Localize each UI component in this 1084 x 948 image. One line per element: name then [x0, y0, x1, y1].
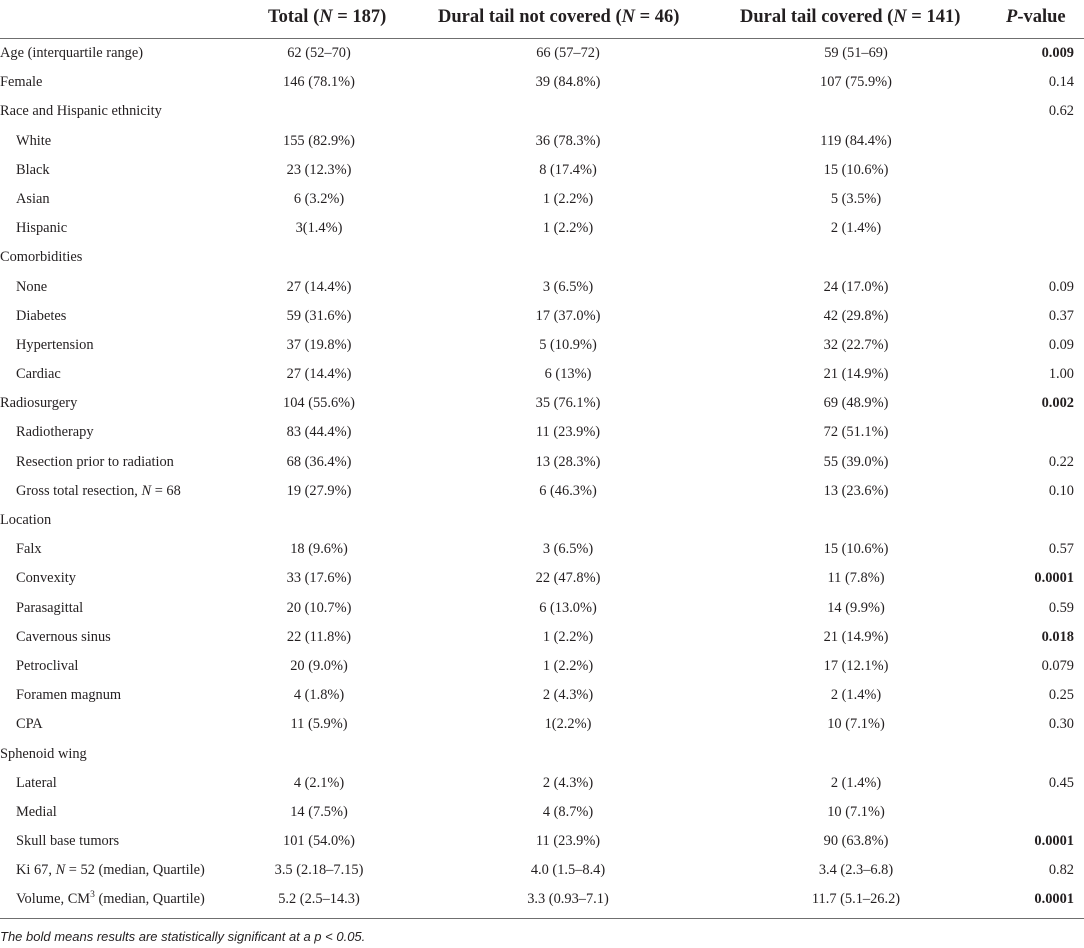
table-row — [0, 681, 1084, 710]
cell-total: 83 (44.4%) — [286, 424, 352, 441]
cell-not-covered: 6 (46.3%) — [539, 482, 597, 499]
cell-p-value: 0.14 — [1048, 74, 1074, 91]
cell-not-covered: 2 (4.3%) — [542, 774, 594, 791]
cell-not-covered: 6 (13%) — [544, 366, 592, 383]
header-not-covered: Dural tail not covered (N = 46) — [438, 7, 680, 27]
table-row — [0, 885, 1084, 914]
table-row — [0, 448, 1084, 477]
cell-total: 14 (7.5%) — [290, 803, 348, 820]
cell-total: 3(1.4%) — [295, 220, 343, 237]
table-row — [0, 827, 1084, 856]
cell-covered: 11.7 (5.1–26.2) — [811, 891, 901, 908]
table-row — [0, 535, 1084, 564]
cell-covered: 11 (7.8%) — [827, 570, 885, 587]
table-row — [0, 564, 1084, 593]
table-body — [0, 39, 1084, 915]
cell-covered: 72 (51.1%) — [823, 424, 889, 441]
table-row — [0, 623, 1084, 652]
row-label: Gross total resection, N = 68 — [16, 482, 181, 499]
cell-covered: 3.4 (2.3–6.8) — [818, 862, 894, 879]
table-row — [0, 389, 1084, 418]
cell-not-covered: 1(2.2%) — [544, 716, 592, 733]
row-label: Cardiac — [16, 366, 61, 383]
cell-not-covered: 3 (6.5%) — [542, 541, 594, 558]
cell-total: 27 (14.4%) — [286, 278, 352, 295]
cell-total: 4 (1.8%) — [293, 687, 345, 704]
cell-p-value: 0.57 — [1048, 541, 1074, 558]
cell-p-value: 0.10 — [1048, 482, 1074, 499]
table-row — [0, 214, 1084, 243]
cell-p-value: 0.59 — [1048, 599, 1074, 616]
row-label: Black — [16, 161, 50, 178]
cell-total: 101 (54.0%) — [283, 833, 355, 850]
cell-not-covered: 39 (84.8%) — [535, 74, 601, 91]
cell-covered: 17 (12.1%) — [823, 657, 889, 674]
table-row — [0, 39, 1084, 68]
cell-not-covered: 6 (13.0%) — [539, 599, 597, 616]
table-row — [0, 740, 1084, 769]
cell-not-covered: 11 (23.9%) — [535, 833, 601, 850]
cell-not-covered: 66 (57–72) — [536, 45, 600, 61]
cell-not-covered: 22 (47.8%) — [535, 570, 601, 587]
row-label: Radiosurgery — [0, 395, 78, 412]
cell-not-covered: 8 (17.4%) — [539, 161, 597, 178]
row-label: Parasagittal — [16, 599, 84, 616]
table-footnote: The bold means results are statistically significant at a p < 0.05. — [0, 929, 366, 944]
cell-total: 20 (9.0%) — [290, 657, 348, 674]
cell-total: 22 (11.8%) — [286, 628, 352, 645]
cell-not-covered: 5 (10.9%) — [539, 336, 597, 353]
cell-not-covered: 36 (78.3%) — [535, 132, 601, 149]
cell-covered: 21 (14.9%) — [823, 366, 889, 383]
table-row — [0, 477, 1084, 506]
row-label: Cavernous sinus — [16, 628, 111, 645]
cell-not-covered: 4 (8.7%) — [542, 803, 594, 820]
cell-covered: 5 (3.5%) — [830, 190, 882, 207]
cell-p-value: 0.0001 — [1034, 570, 1074, 587]
row-label: Sphenoid wing — [0, 745, 87, 762]
cell-covered: 2 (1.4%) — [830, 774, 882, 791]
cell-p-value: 0.82 — [1048, 862, 1074, 879]
table-row — [0, 418, 1084, 447]
cell-total: 4 (2.1%) — [293, 774, 345, 791]
row-label: Lateral — [16, 774, 57, 791]
row-label: Petroclival — [16, 657, 79, 674]
row-label: Radiotherapy — [16, 424, 94, 441]
table-row — [0, 302, 1084, 331]
table-row — [0, 360, 1084, 389]
cell-total: 27 (14.4%) — [286, 366, 352, 383]
cell-total: 11 (5.9%) — [290, 716, 348, 733]
cell-not-covered: 13 (28.3%) — [535, 453, 601, 470]
row-label: Foramen magnum — [16, 687, 122, 704]
header-p-value: P-value — [1006, 7, 1066, 27]
row-label: Comorbidities — [0, 249, 83, 266]
table-row — [0, 243, 1084, 272]
cell-not-covered: 11 (23.9%) — [535, 424, 601, 441]
cell-p-value: 0.30 — [1048, 716, 1074, 733]
cell-covered: 2 (1.4%) — [830, 220, 882, 237]
cell-covered: 59 (51–69) — [824, 45, 888, 61]
table-row — [0, 506, 1084, 535]
cell-total: 155 (82.9%) — [283, 132, 355, 149]
row-label: Ki 67, N = 52 (median, Quartile) — [16, 862, 205, 879]
cell-total: 23 (12.3%) — [286, 161, 352, 178]
table-row — [0, 594, 1084, 623]
row-label: Diabetes — [16, 307, 67, 324]
cell-covered: 69 (48.9%) — [823, 395, 889, 412]
table-row — [0, 331, 1084, 360]
row-label: Volume, $CM^3$ (median, Quartile) — [16, 890, 205, 908]
cell-covered: 119 (84.4%) — [820, 132, 892, 149]
header-total: Total (N = 187) — [268, 7, 387, 27]
cell-p-value: 0.079 — [1041, 657, 1074, 674]
cell-p-value: 0.25 — [1048, 687, 1074, 704]
cell-p-value: 0.09 — [1048, 278, 1074, 295]
cell-total: 5.2 (2.5–14.3) — [278, 891, 360, 908]
cell-total: 104 (55.6%) — [283, 395, 355, 412]
cell-not-covered: 1 (2.2%) — [542, 220, 594, 237]
cell-not-covered: 3.3 (0.93–7.1) — [527, 891, 609, 908]
cell-covered: 10 (7.1%) — [827, 716, 885, 733]
row-label: CPA — [16, 716, 43, 733]
cell-total: 6 (3.2%) — [293, 190, 345, 207]
cell-covered: 15 (10.6%) — [823, 541, 889, 558]
row-label: Resection prior to radiation — [16, 453, 174, 470]
row-label: Location — [0, 512, 52, 528]
cell-covered: 2 (1.4%) — [830, 687, 882, 704]
cell-total: 146 (78.1%) — [283, 74, 355, 91]
cell-not-covered: 2 (4.3%) — [542, 687, 594, 704]
cell-p-value: 0.0001 — [1034, 833, 1074, 850]
row-label: Medial — [16, 803, 57, 820]
cell-total: 33 (17.6%) — [286, 570, 352, 587]
row-label: None — [16, 278, 48, 295]
table-row — [0, 185, 1084, 214]
cell-not-covered: 17 (37.0%) — [535, 307, 601, 324]
cell-covered: 13 (23.6%) — [823, 482, 889, 499]
cell-covered: 55 (39.0%) — [823, 453, 889, 470]
row-label: Female — [0, 74, 43, 91]
table-row — [0, 798, 1084, 827]
cell-total: 18 (9.6%) — [290, 541, 348, 558]
cell-covered: 10 (7.1%) — [827, 803, 885, 820]
cell-total: 59 (31.6%) — [286, 307, 352, 324]
cell-total: 37 (19.8%) — [286, 336, 352, 353]
cell-covered: 107 (75.9%) — [820, 74, 892, 91]
table-row — [0, 156, 1084, 185]
cell-covered: 14 (9.9%) — [827, 599, 885, 616]
row-label: Hispanic — [16, 220, 68, 237]
cell-not-covered: 4.0 (1.5–8.4) — [530, 862, 606, 879]
row-label: Asian — [16, 190, 50, 207]
cell-p-value: 0.45 — [1048, 774, 1074, 791]
header-covered: Dural tail covered (N = 141) — [740, 7, 961, 27]
bottom-rule — [0, 918, 1084, 919]
row-label: Race and Hispanic ethnicity — [0, 103, 162, 120]
cell-covered: 15 (10.6%) — [823, 161, 889, 178]
cell-total: 20 (10.7%) — [286, 599, 352, 616]
cell-covered: 21 (14.9%) — [823, 628, 889, 645]
cell-p-value: 0.09 — [1048, 336, 1074, 353]
table-row — [0, 856, 1084, 885]
cell-total: 68 (36.4%) — [286, 453, 352, 470]
row-label: Hypertension — [16, 336, 94, 353]
cell-not-covered: 1 (2.2%) — [542, 190, 594, 207]
row-label: White — [16, 132, 52, 149]
cell-covered: 24 (17.0%) — [823, 278, 889, 295]
row-label: Age (interquartile range) — [0, 45, 144, 61]
row-label: Falx — [16, 541, 42, 558]
row-label: Convexity — [16, 570, 76, 587]
cell-p-value: 0.018 — [1041, 628, 1074, 645]
cell-not-covered: 1 (2.2%) — [542, 628, 594, 645]
cell-p-value: 0.37 — [1048, 307, 1074, 324]
table-row — [0, 652, 1084, 681]
cell-total: 19 (27.9%) — [286, 482, 352, 499]
cell-p-value: 0.0001 — [1034, 891, 1074, 908]
table-row — [0, 97, 1084, 126]
cell-not-covered: 3 (6.5%) — [542, 278, 594, 295]
cell-covered: 32 (22.7%) — [823, 336, 889, 353]
cell-covered: 90 (63.8%) — [823, 833, 889, 850]
cell-total: 62 (52–70) — [287, 45, 351, 61]
table-row — [0, 710, 1084, 739]
cell-p-value: 1.00 — [1048, 366, 1074, 383]
cell-p-value: 0.002 — [1041, 395, 1074, 412]
cell-total: 3.5 (2.18–7.15) — [274, 862, 364, 879]
row-label: Skull base tumors — [16, 833, 120, 850]
cell-p-value: 0.009 — [1041, 45, 1074, 61]
table-row — [0, 273, 1084, 302]
table-row — [0, 127, 1084, 156]
cell-covered: 42 (29.8%) — [823, 307, 889, 324]
table-row — [0, 769, 1084, 798]
cell-p-value: 0.22 — [1048, 453, 1074, 470]
cell-not-covered: 1 (2.2%) — [542, 657, 594, 674]
cell-p-value: 0.62 — [1048, 103, 1074, 120]
table-row — [0, 68, 1084, 97]
table-header — [0, 0, 1084, 40]
cell-not-covered: 35 (76.1%) — [535, 395, 601, 412]
